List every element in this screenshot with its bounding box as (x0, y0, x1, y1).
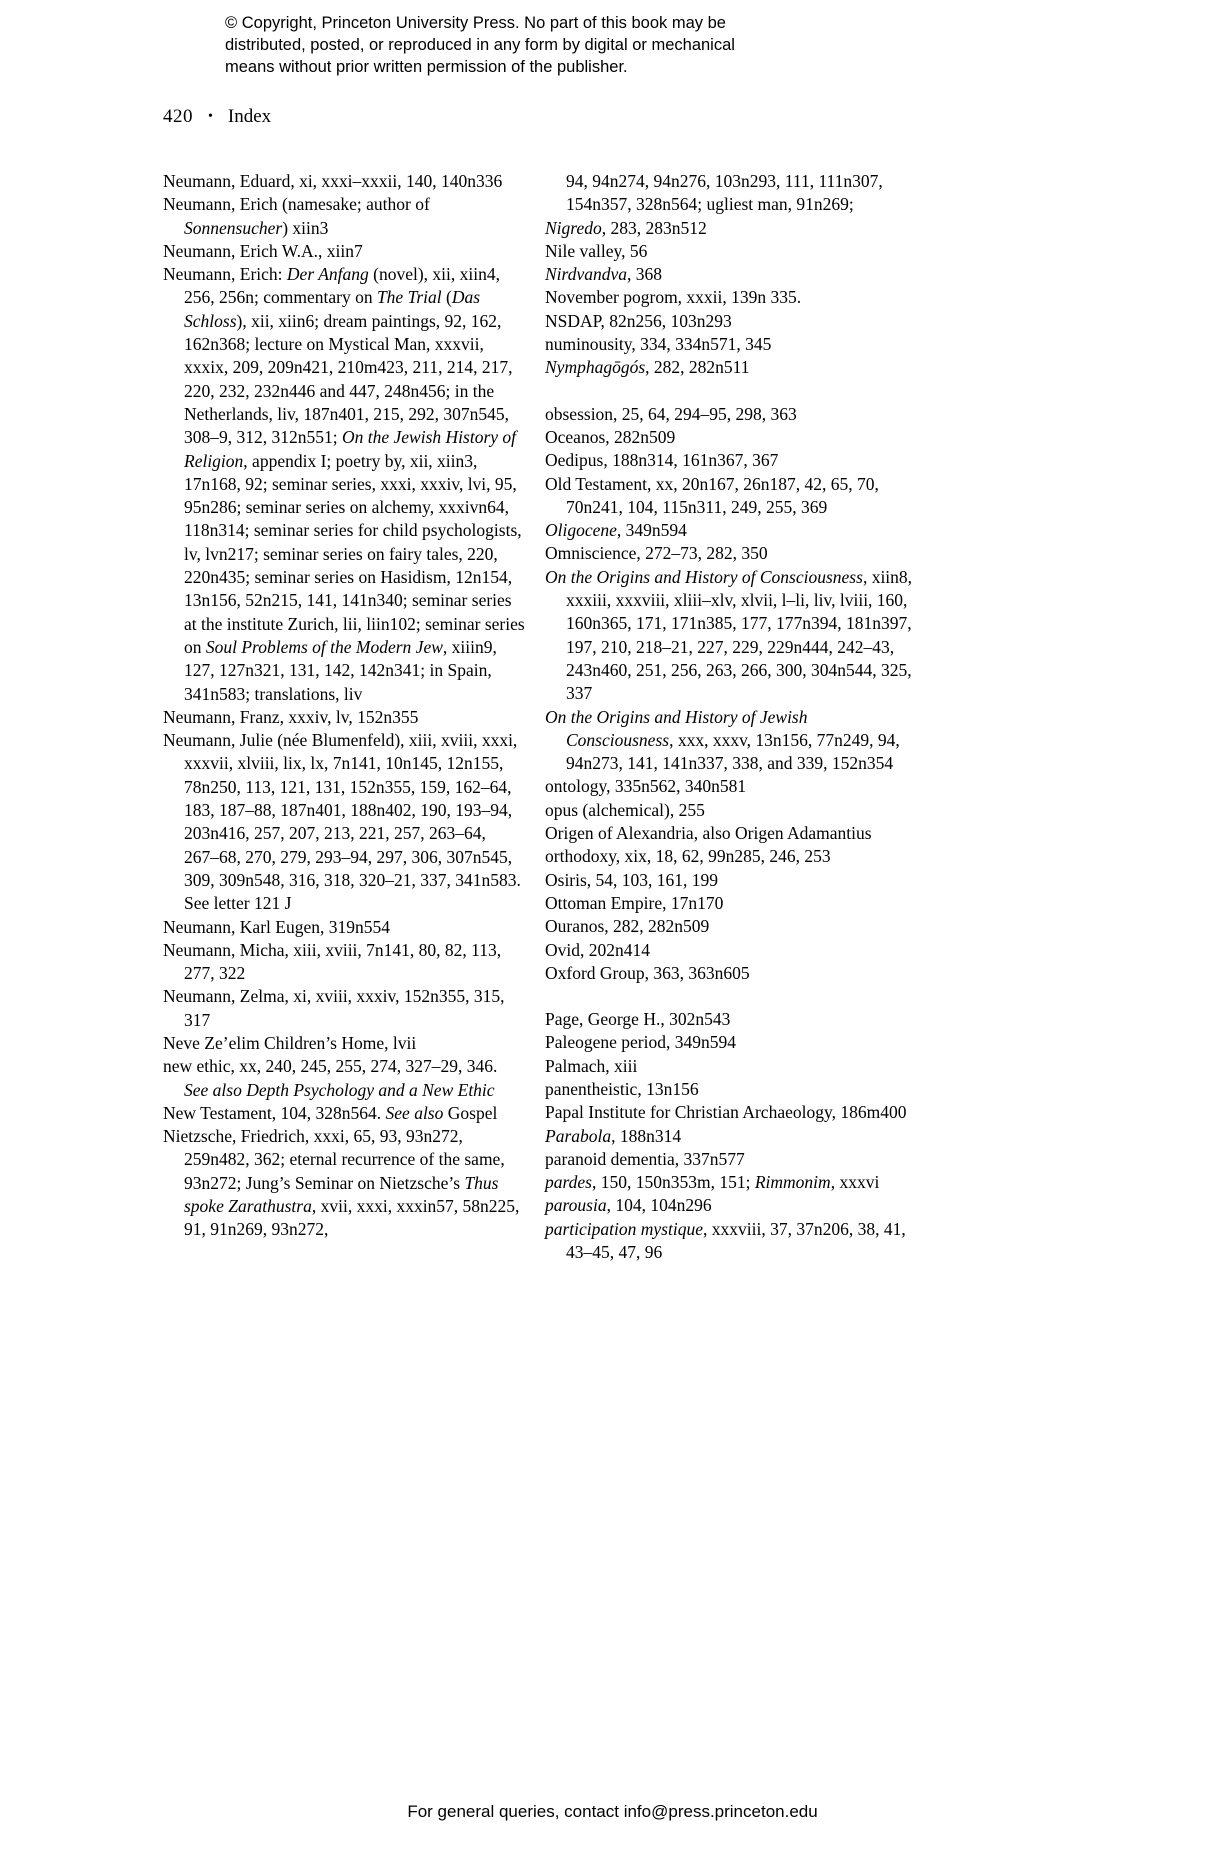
index-column-right (545, 170, 917, 1264)
index-entry: Ottoman Empire, 17n170 (545, 892, 724, 913)
index-entry: Nile valley, 56 (545, 240, 648, 261)
index-entry: November pogrom, xxxii, 139n 335. (545, 287, 802, 308)
index-entry: On the Origins and History of Jewish Consciousness, xxx, xxxv, 13n156, 77n249, 94, 94n273, 141, 141n337, 338, and 339, 152n354 (545, 706, 900, 774)
index-entry: Osiris, 54, 103, 161, 199 (545, 869, 719, 890)
index-entry: Nietzsche, Friedrich, xxxi, 65, 93, 93n272, 259n482, 362; eternal recurrence of the same, 93n272; Jung’s Seminar on Nietzsche’s Thus spoke Zarathustra, xvii, xxxi, xxxin57, 58n225, 91, 91n269, 93n272, (163, 1126, 520, 1240)
index-entry: orthodoxy, xix, 18, 62, 99n285, 246, 253 (545, 846, 831, 867)
index-entry: NSDAP, 82n256, 103n293 (545, 310, 732, 331)
index-entry: Neumann, Karl Eugen, 319n554 (163, 916, 390, 937)
index-entry: Neumann, Erich: Der Anfang (novel), xii, xiin4, 256, 256n; commentary on The Trial (Das Schloss), xii, xiin6; dream paintings, 92, 162, 162n368; lecture on Mystical Man, xxxvii, xxxix, 209, 209n421, 210m423, 211, 214, 217, 220, 232, 232n446 and 447, 248n456; in the Netherlands, liv, 187n401, 215, 292, 307n545, 308–9, 312, 312n551; On the Jewish History of Religion, appendix I; poetry by, xii, xiin3, 17n168, 92; seminar series, xxxi, xxxiv, lvi, 95, 95n286; seminar series on alchemy, xxxivn64, 118n314; seminar series for child psychologists, lv, lvn217; seminar series on fairy tales, 220, 220n435; seminar series on Hasidism, 12n154, 13n156, 52n215, 141, 141n340; seminar series at the institute Zurich, lii, liin102; seminar series on Soul Problems of the Modern Jew, xiiin9, 127, 127n321, 131, 142, 142n341; in Spain, 341n583; translations, liv (163, 264, 525, 704)
copyright-line: © Copyright, Princeton University Press. No part of this book may be (225, 14, 726, 32)
index-entry: Nirdvandva, 368 (545, 264, 662, 285)
index-entry: On the Origins and History of Consciousness, xiin8, xxxiii, xxxviii, xliii–xlv, xlvii, l–li, liv, lviii, 160, 160n365, 171, 171n385, 177, 177n394, 181n397, 197, 210, 218–21, 227, 229, 229n444, 242–43, 243n460, 251, 256, 263, 266, 300, 304n544, 325, 337 (545, 566, 913, 704)
page-header (163, 106, 271, 128)
index-entry: numinousity, 334, 334n571, 345 (545, 334, 772, 355)
index-entry: Ouranos, 282, 282n509 (545, 916, 710, 937)
index-entry: Oceanos, 282n509 (545, 426, 676, 447)
bullet-separator: • (208, 109, 213, 124)
index-entry: pardes, 150, 150n353m, 151; Rimmonim, xxxvi (545, 1172, 880, 1193)
copyright-line: means without prior written permission of the publisher. (225, 58, 628, 76)
index-entry: panentheistic, 13n156 (545, 1078, 699, 1099)
index-entry: Papal Institute for Christian Archaeology, 186m400 (545, 1102, 907, 1123)
index-entry: Neumann, Erich (namesake; author of Sonnensucher) xiin3 (163, 194, 430, 238)
footer-contact: For general queries, contact info@press.princeton.edu (407, 1802, 818, 1821)
index-entry: parousia, 104, 104n296 (545, 1195, 712, 1216)
page-title: Index (227, 106, 272, 127)
index-entry: new ethic, xx, 240, 245, 255, 274, 327–29, 346. See also Depth Psychology and a New Ethic (163, 1056, 498, 1100)
copyright-line: distributed, posted, or reproduced in any form by digital or mechanical (225, 36, 735, 54)
index-entry: New Testament, 104, 328n564. See also Gospel (163, 1102, 498, 1123)
copyright-notice (225, 12, 735, 78)
index-entry: opus (alchemical), 255 (545, 799, 705, 820)
index-entry: participation mystique, xxxviii, 37, 37n206, 38, 41, 43–45, 47, 96 (545, 1218, 906, 1263)
index-entry: 94, 94n274, 94n276, 103n293, 111, 111n307, 154n357, 328n564; ugliest man, 91n269; (566, 171, 883, 215)
index-columns (163, 170, 917, 1264)
index-entry: Nigredo, 283, 283n512 (545, 217, 707, 238)
index-entry: Ovid, 202n414 (545, 939, 650, 960)
index-entry: Neumann, Eduard, xi, xxxi–xxxii, 140, 140n336 (163, 171, 503, 191)
index-entry: Neumann, Julie (née Blumenfeld), xiii, xviii, xxxi, xxxvii, xlviii, lix, lx, 7n141, 10n145, 12n155, 78n250, 113, 121, 131, 152n355, 159, 162–64, 183, 187–88, 187n401, 188n402, 190, 193–94, 203n416, 257, 207, 213, 221, 257, 263–64, 267–68, 270, 279, 293–94, 297, 306, 307n545, 309, 309n548, 316, 318, 320–21, 337, 341n583. See letter 121 J (163, 730, 521, 914)
index-entry: Nymphagōgós, 282, 282n511 (545, 357, 750, 378)
index-entry: Neumann, Erich W.A., xiin7 (163, 240, 363, 261)
index-entry: Page, George H., 302n543 (545, 1009, 731, 1030)
index-entry: Neve Ze’elim Children’s Home, lvii (163, 1032, 417, 1053)
index-entry: Oedipus, 188n314, 161n367, 367 (545, 450, 779, 471)
index-entry: Oligocene, 349n594 (545, 520, 687, 541)
index-entry: paranoid dementia, 337n577 (545, 1148, 745, 1169)
index-entry: Origen of Alexandria, also Origen Adamantius (545, 823, 872, 844)
index-entry: Neumann, Franz, xxxiv, lv, 152n355 (163, 706, 419, 727)
index-entry: Palmach, xiii (545, 1055, 638, 1076)
page-number: 420 (163, 106, 193, 127)
index-entry: Neumann, Zelma, xi, xviii, xxxiv, 152n355, 315, 317 (163, 986, 505, 1030)
index-entry: obsession, 25, 64, 294–95, 298, 363 (545, 403, 797, 424)
index-entry: Parabola, 188n314 (545, 1125, 682, 1146)
index-entry: Oxford Group, 363, 363n605 (545, 962, 750, 983)
index-entry: Paleogene period, 349n594 (545, 1032, 736, 1053)
index-entry: ontology, 335n562, 340n581 (545, 776, 747, 797)
index-entry: Neumann, Micha, xiii, xviii, 7n141, 80, 82, 113, 277, 322 (163, 939, 502, 984)
index-column-left (163, 170, 525, 1264)
index-entry: Omniscience, 272–73, 282, 350 (545, 543, 768, 564)
index-entry: Old Testament, xx, 20n167, 26n187, 42, 65, 70, 70n241, 104, 115n311, 249, 255, 369 (545, 473, 879, 517)
